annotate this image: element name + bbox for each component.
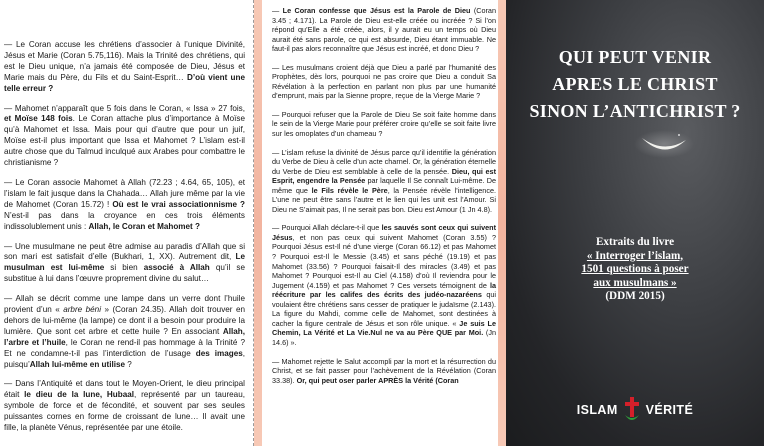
- paragraph: [272, 223, 496, 347]
- logo-text-right: VÉRITÉ: [645, 403, 694, 417]
- paragraph: [272, 357, 496, 386]
- text-run: — Pourquoi Allah déclare-t-il que: [272, 223, 382, 233]
- text-run: , représenté par un taureau, symbole de force et de fécondité, et souvent par ses seules puissantes cornes en forme de croissant de lune… Il avait une fille, la planète Vénus, représentée par une étoile.: [4, 390, 245, 433]
- fold-strip-right: [498, 0, 506, 446]
- text-run: » (Coran 24.35). Allah doit trouver en dehors de lui-même (la lampe) ce dont il a besoin pour produire la lumière. Que sont cet arbre et cette huile ? En associant: [4, 305, 246, 336]
- bold-text: Où est le vrai associationnisme ?: [112, 199, 245, 209]
- paragraph: [4, 178, 245, 233]
- islam-verite-logo: [506, 396, 764, 424]
- paragraph: [272, 148, 496, 215]
- text-run: — Pourquoi refuser que la Parole de Dieu Se soit faite homme dans le sein de la Vierge Marie pour préférer croire qu’elle se soit faite livre sur les omoplates d’un chameau ?: [272, 109, 496, 139]
- italic-text: arbre béni: [63, 305, 102, 315]
- paragraph: [4, 379, 245, 434]
- cover-subtitle-line-2: « Interroger l’islam,: [586, 249, 684, 262]
- cover-subtitle-line-3: 1501 questions à poser: [581, 263, 689, 276]
- text-run: — Le Coran associe Mahomet à Allah (72.23 ; 4.64, 65, 105), et l’islam le fait jusque dans la Chahada… Allah jure même par la vie de Mahomet (Coran 15.72) !: [4, 177, 245, 209]
- paragraph: [4, 242, 245, 286]
- text-run: — Mahomet rejette le Salut accompli par la mort et la résurrection du Christ, et se fait passer pour l’achèvement de la Révélation (Coran 33.38).: [272, 356, 496, 385]
- bold-text: le dieu de la lune, Hubaal: [24, 390, 135, 400]
- cover-title-line-2: APRES LE CHRIST: [552, 74, 718, 94]
- text-run: , et non pas ceux qui suivent Mahomet (Coran 3.55) ? Pourquoi Jésus est-Il né d’une vierge (Coran 66.12) et pas Mahomet ? Pourquoi est-Il le Messie (3.45) et sans péché (19.19) et pas Mahomet (33.56) ? Pourquoi faisait-Il des miracles (3.49) et pas Mahomet ? Pourquoi est-Il au Ciel (4.158) d’où Il reviendra pour le Jugement (4.159) et pas Mahomet ? Ces versets témoignent de: [272, 232, 496, 290]
- paragraph: [4, 294, 245, 370]
- bold-text: la réécriture par les califes des écrits des judéo-nazaréens: [272, 280, 496, 300]
- bold-text: le Fils révèle le Père: [311, 185, 388, 195]
- text-run: (Coran 3.45 ; 4.171). La Parole de Dieu est-elle créée ou incréée ? Si l’on répond qu’Elle a été créée, alors, il y aurait eu un temps où Dieu aurait été sans parole, ce qui est absurde, Dieu étant immuable. Ne faut-il pas alors reconnaître que Jésus est incréé, et donc Dieu ?: [272, 6, 496, 54]
- crescent-moon-icon: [634, 130, 694, 158]
- bold-text: Allah lui-même en utilise: [29, 359, 126, 369]
- text-run: . Le Coran attache plus d’importance à Moïse qu’à Mahomet et Issa. Mais pour qui d’autre que pour un juif, Moïse est-il plus important que Issa et Mahomet ? L’islam est-il autre chose que du Talmud inculqué aux Arabes pour combattre le christianisme ?: [4, 114, 245, 168]
- text-run: — Les musulmans croient déjà que Dieu a parlé par l’humanité des Prophètes, dès lors, pourquoi ne pas croire que Dieu a conduit Sa Révélation à la perfection en parlant non plus par une humanité d’emprunt, mais par la Sienne propre, reçue de la Vierge Marie ?: [272, 62, 496, 101]
- text-run: par laquelle Il Se connaît Lui-même. De même que: [272, 176, 496, 195]
- bold-text: Allah, le Coran et Mahomet ?: [88, 221, 200, 231]
- bold-text: et Moïse 148 fois: [4, 114, 73, 124]
- cover-subtitle-line-5: (DDM 2015): [605, 290, 665, 303]
- cover-title-line-3: SINON L’ANTICHRIST ?: [529, 101, 741, 121]
- paragraph: [4, 40, 245, 95]
- text-run: , la Pensée révèle l’intelligence. L’une ne peut être sans l’autre et le lien qui les unit est l’Amour. Si Dieu ne S’aimait pas, Il ne serait pas bon. Dieu est Amour (1 Jn 4.8).: [272, 185, 496, 214]
- fold-strip-left: [254, 0, 262, 446]
- left-text-column: [0, 0, 254, 446]
- text-run: N’est-il pas dans la croyance en ces trois éléments indissolublement unis :: [4, 210, 245, 231]
- cover-subtitle-line-4: aux musulmans »: [593, 276, 677, 289]
- logo-text-left: ISLAM: [576, 403, 618, 417]
- bold-text: les sauvés sont ceux qui suivent Jésus: [272, 223, 496, 242]
- text-run: — Une musulmane ne peut être admise au paradis d’Allah que si son mari est satisfait d’elle (Bukhari, 1, XX). Autrement dit,: [4, 241, 245, 262]
- text-run: (Jn 14.6) ».: [272, 328, 496, 347]
- text-run: — Mahomet n’apparaît que 5 fois dans le Coran, « Issa » 27 fois,: [4, 103, 245, 113]
- bold-text: Le Coran confesse que Jésus est la Parole de Dieu: [282, 6, 471, 15]
- text-run: — Dans l’Antiquité et dans tout le Moyen-Orient, le dieu principal était: [4, 379, 245, 400]
- text-run: — Le Coran accuse les chrétiens d’associer à l’unique Divinité, Jésus et Marie (Coran 5.75,116). Mais la Trinité des chrétiens, qui est le Dieu unique, n’a jamais été composée de Dieu, Jésus et Marie mais du Père, du Fils et du Saint-Esprit…: [4, 40, 245, 82]
- text-run: si bien: [104, 263, 144, 273]
- bold-text: des images: [195, 348, 243, 358]
- text-run: — L’islam refuse la divinité de Jésus parce qu’il identifie la génération du Verbe de Dieu à celle d’un acte charnel. Or, la génération éternelle du Verbe de Dieu est semblable à celle de la pensée.: [272, 147, 496, 176]
- paragraph: [272, 110, 496, 139]
- bold-text: Or, qui peut oser parler APRÈS la Vérité (Coran: [296, 375, 459, 385]
- text-run: —: [272, 6, 283, 15]
- text-run: , le Coran ne rend-il pas hommage à la Trinité ? Et ne condamne-t-il pas l’interdiction de l’usage: [4, 337, 245, 358]
- bold-text: associé à Allah: [143, 263, 210, 273]
- paragraph: [4, 104, 245, 169]
- paragraph: [272, 63, 496, 101]
- bold-text: D’où vient une telle erreur ?: [4, 72, 245, 93]
- text-run: qu’il se substitue à lui dans l’œuvre proprement divine du salut…: [4, 263, 245, 284]
- cover-title-line-1: QUI PEUT VENIR: [558, 47, 712, 67]
- text-run: ?: [125, 359, 132, 369]
- cover-subtitle: [506, 236, 764, 304]
- cover-subtitle-line-1: Extraits du livre: [595, 236, 675, 248]
- bold-text: Allah, l’arbre et l’huile: [4, 326, 245, 347]
- text-run: — Allah se décrit comme une lampe dans un verre dont l’huile provient d’un «: [4, 294, 245, 315]
- cover-panel: [506, 0, 764, 446]
- text-run: qui voulaient être chrétiens sans cesser de pratiquer le judaïsme (2.143). La figure du Mahdi, comme celle de Mahomet, sont destinées à cacher la figure centrale de Jésus et son rôle unique. «: [272, 290, 496, 328]
- paragraph: [272, 6, 496, 54]
- cover-title: [506, 44, 764, 125]
- bold-text: Dieu, qui est Esprit, engendre la Pensée: [272, 166, 497, 186]
- bold-text: Je suis Le Chemin, La Vérité et La Vie.Nul ne va au Père QUE par Moi.: [272, 318, 497, 338]
- cross-crescent-icon: [623, 396, 641, 424]
- middle-text-column: [262, 0, 498, 446]
- text-run: , puisqu’: [4, 348, 246, 369]
- bold-text: Le musulman est lui-même: [4, 252, 245, 273]
